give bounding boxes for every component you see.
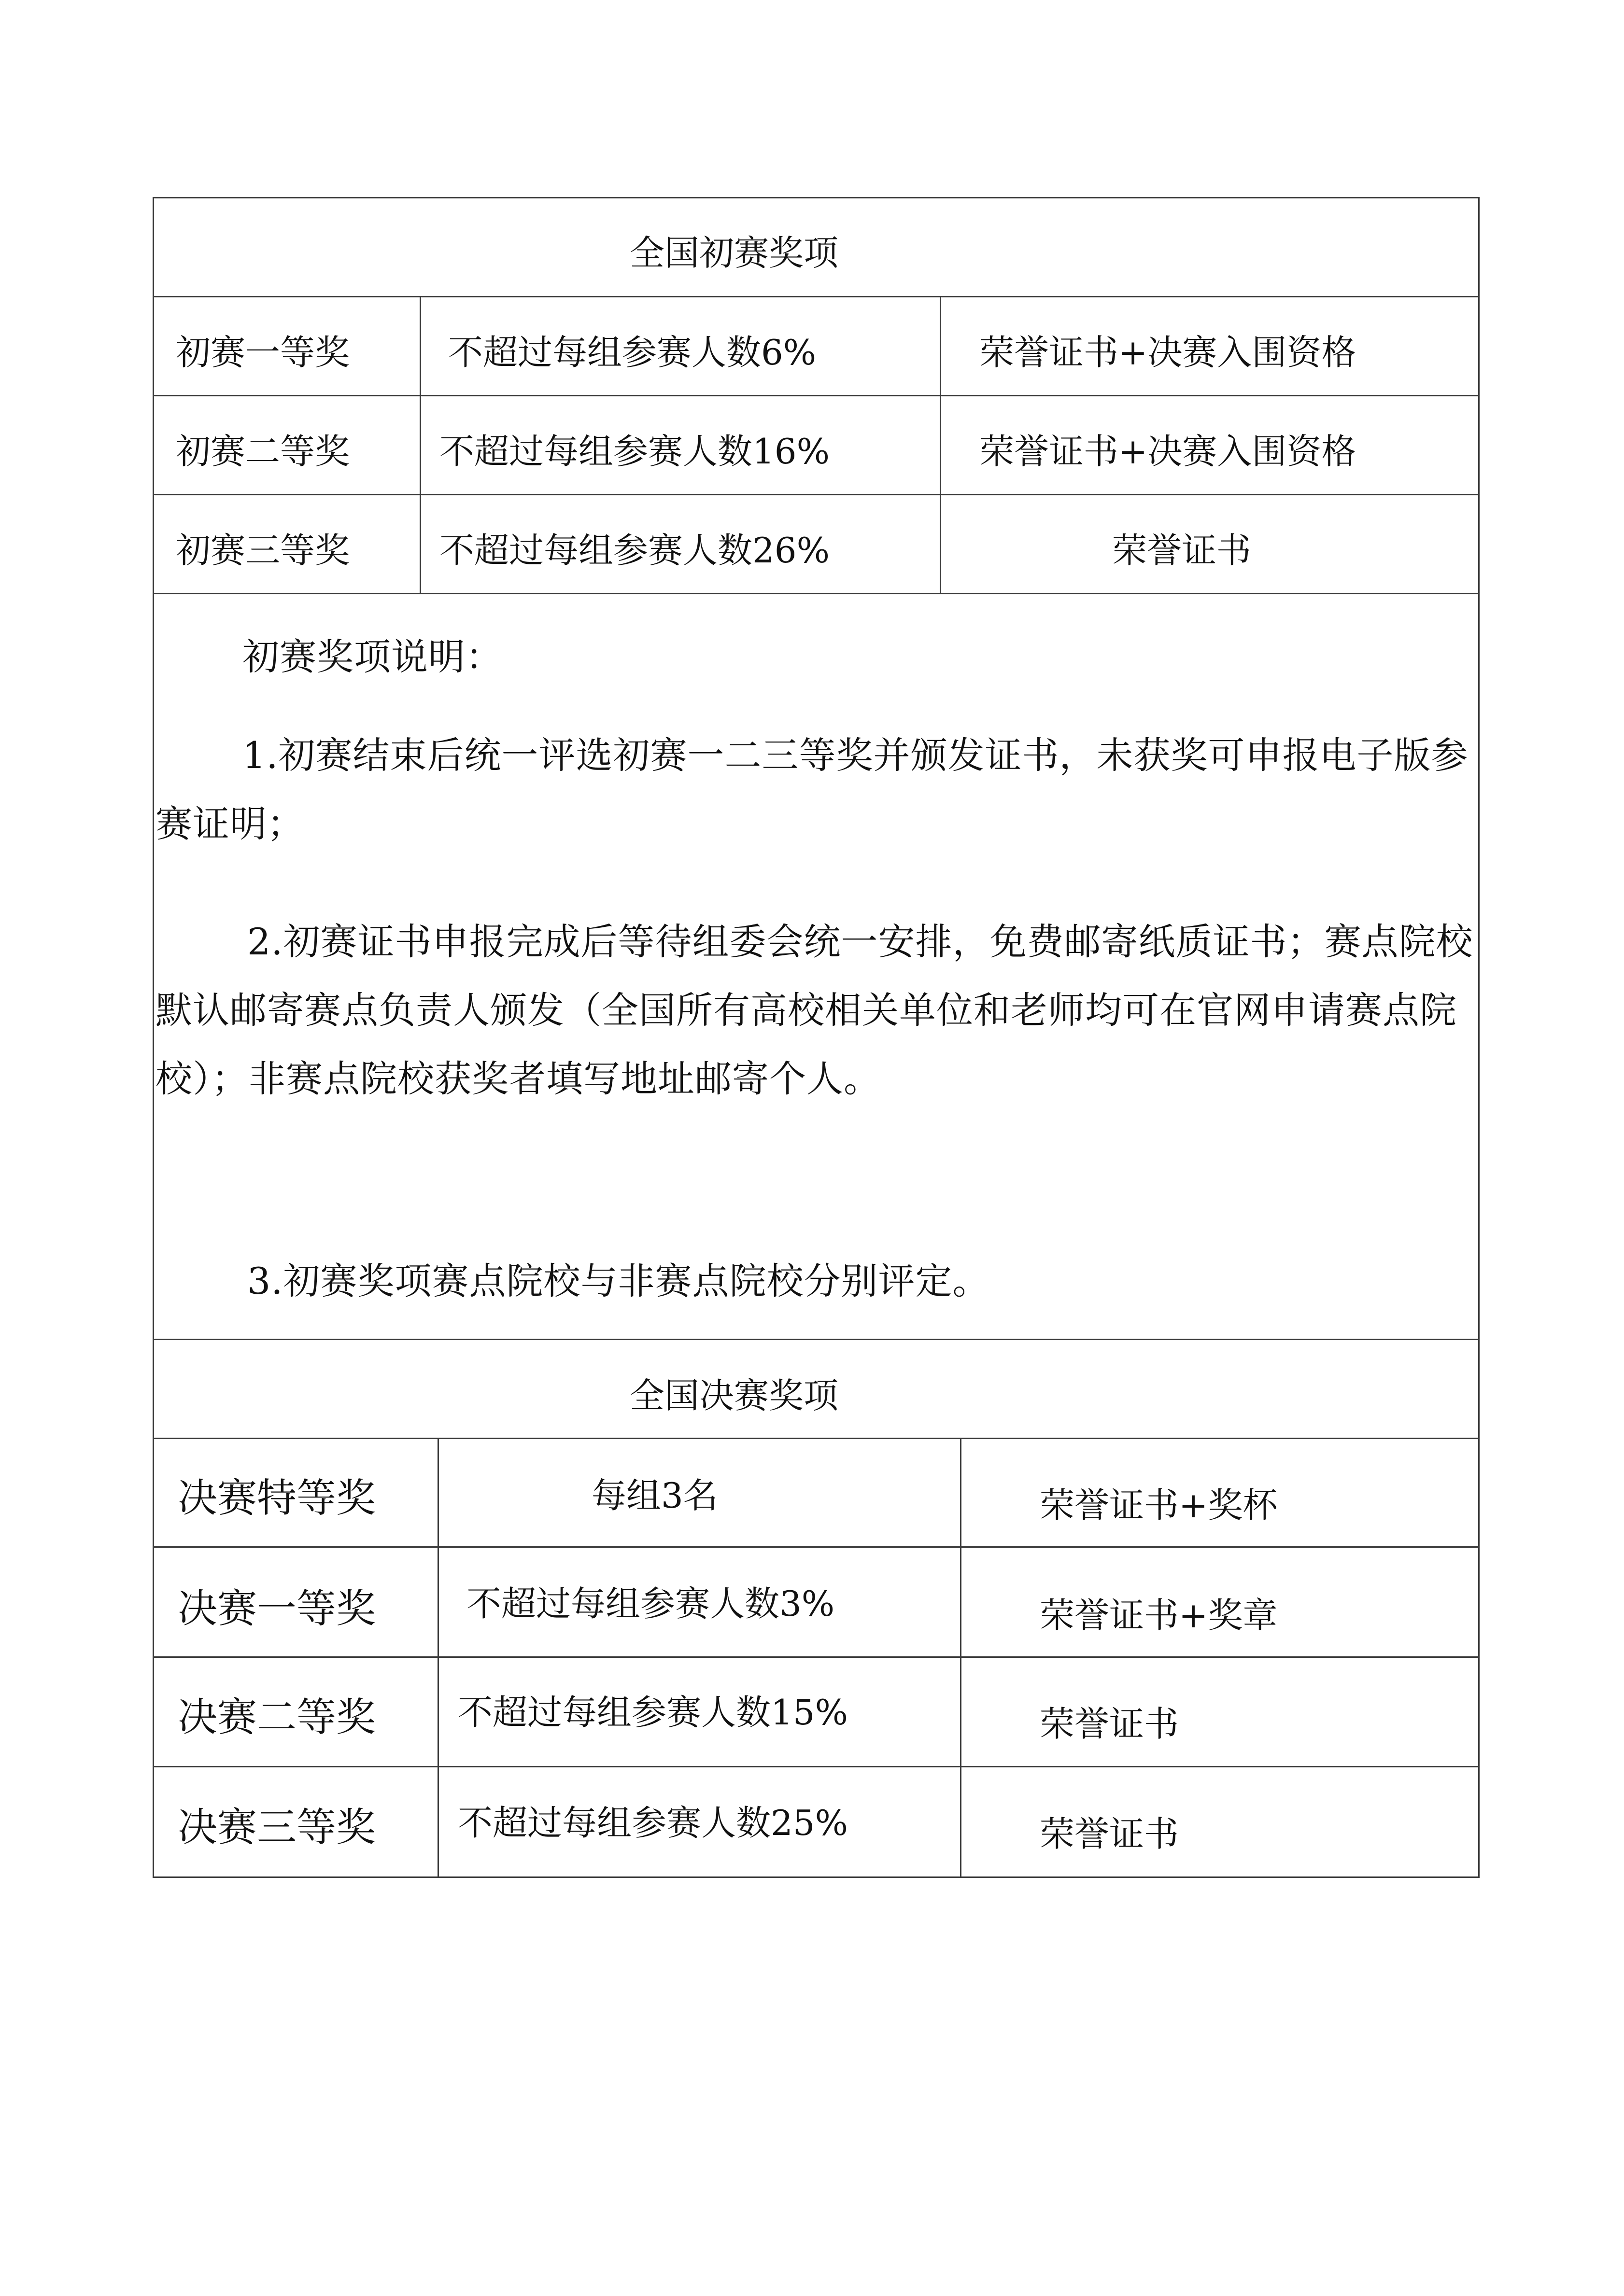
rule-after-notes (153, 1339, 1480, 1340)
final-row-3-criterion: 不超过每组参赛人数15% (458, 1692, 848, 1733)
prelim-note-1: 1.初赛结束后统一评选初赛一二三等奖并颁发证书，未获奖可申报电子版参赛证明； (155, 734, 1469, 845)
prelim-row-2-prize: 荣誉证书+决赛入围资格 (979, 431, 1356, 472)
prelim-section-title: 全国初赛奖项 (629, 233, 839, 273)
rule-after-final-row-3 (153, 1766, 1480, 1767)
final-row-4-award: 决赛三等奖 (178, 1805, 376, 1850)
rule-after-prelim-title (153, 296, 1480, 297)
rule-after-prelim-row-3 (153, 593, 1480, 594)
prelim-note-3: 3.初赛奖项赛点院校与非赛点院校分别评定。 (247, 1260, 990, 1302)
rule-after-prelim-row-1 (153, 395, 1480, 396)
final-row-2-award: 决赛一等奖 (178, 1586, 376, 1632)
final-row-2-prize: 荣誉证书+奖章 (1040, 1595, 1278, 1636)
prelim-row-1-award: 初赛一等奖 (176, 332, 350, 373)
prelim-row-3-award: 初赛三等奖 (176, 530, 350, 571)
final-section-title: 全国决赛奖项 (629, 1375, 839, 1416)
prelim-row-1-prize: 荣誉证书+决赛入围资格 (979, 332, 1356, 373)
final-col-divider-2 (960, 1438, 961, 1878)
final-col-divider-1 (438, 1438, 439, 1878)
rule-after-prelim-row-2 (153, 494, 1480, 495)
final-row-1-prize: 荣誉证书+奖杯 (1040, 1485, 1278, 1526)
prelim-col-divider-2 (940, 296, 941, 593)
final-row-3-prize: 荣誉证书 (1040, 1704, 1179, 1744)
rule-after-final-row-1 (153, 1546, 1480, 1548)
prelim-notes-heading: 初赛奖项说明： (242, 635, 503, 678)
prelim-row-3-prize: 荣誉证书 (1112, 530, 1252, 571)
prelim-col-divider-1 (420, 296, 421, 593)
final-row-1-criterion: 每组3名 (592, 1475, 718, 1516)
rule-after-final-row-2 (153, 1656, 1480, 1658)
prelim-row-2-criterion: 不超过每组参赛人数16% (439, 431, 830, 472)
final-row-4-criterion: 不超过每组参赛人数25% (458, 1803, 848, 1843)
prelim-row-2-award: 初赛二等奖 (176, 431, 350, 472)
final-row-2-criterion: 不超过每组参赛人数3% (466, 1583, 835, 1624)
final-row-4-prize: 荣誉证书 (1040, 1814, 1179, 1854)
prelim-row-1-criterion: 不超过每组参赛人数6% (448, 332, 817, 373)
rule-after-final-title (153, 1438, 1480, 1439)
final-row-1-award: 决赛特等奖 (178, 1475, 376, 1521)
prelim-row-3-criterion: 不超过每组参赛人数26% (439, 530, 830, 571)
final-row-3-award: 决赛二等奖 (178, 1694, 376, 1740)
prelim-note-2: 2.初赛证书申报完成后等待组委会统一安排，免费邮寄纸质证书；赛点院校默认邮寄赛点负责人颁发（全国所有高校相关单位和老师均可在官网申请赛点院校）；非赛点院校获奖者填写地址邮寄个人。 (155, 920, 1473, 1100)
